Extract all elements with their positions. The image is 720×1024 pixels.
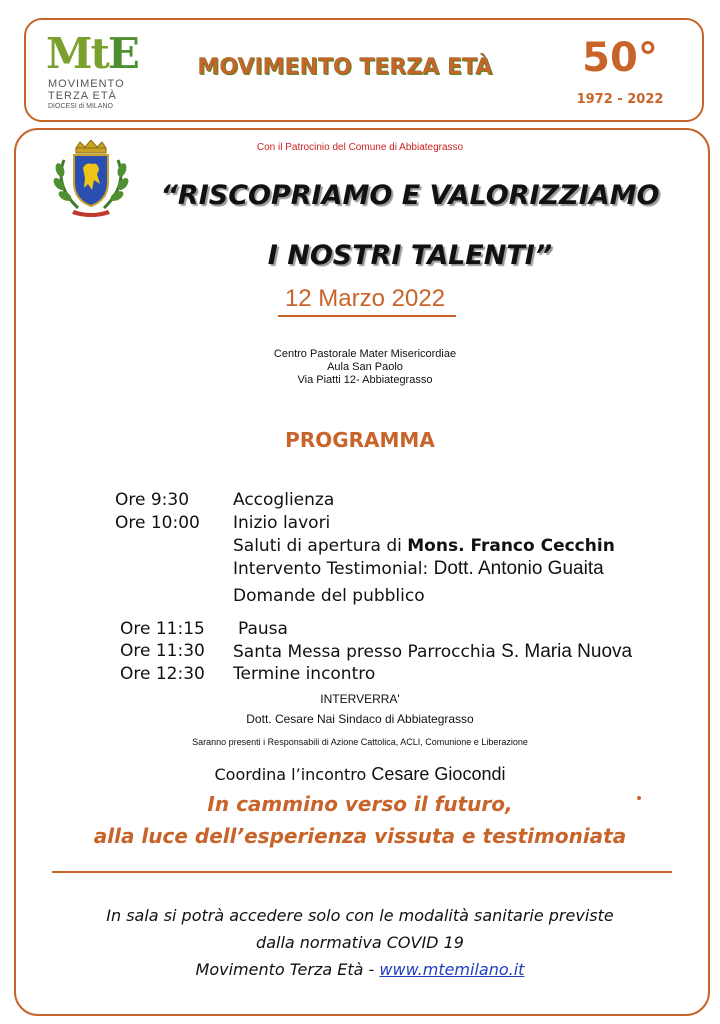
program-text: Santa Messa presso Parrocchia	[233, 642, 502, 662]
logo-line-1: MOVIMENTO	[48, 78, 125, 90]
venue-line-3: Via Piatti 12- Abbiategrasso	[297, 374, 433, 386]
program-time: Ore 9:30	[115, 490, 190, 510]
program-activity: Pausa	[238, 619, 288, 639]
footer-line-2: dalla normativa COVID 19	[256, 933, 464, 952]
motto-line-1: In cammino verso il futuro,	[207, 792, 513, 816]
event-title-line-2: I NOSTRI TALENTI”	[267, 240, 553, 271]
logo-line-3: DIOCESI di MILANO	[48, 103, 113, 110]
footer-line-3	[40, 960, 680, 979]
footer-divider	[52, 871, 672, 873]
program-activity	[233, 536, 615, 556]
coordinator-name: Cesare Giocondi	[371, 764, 506, 784]
patronage-text: Con il Patrocinio del Comune di Abbiategrasso	[256, 142, 464, 153]
testimonial-name: Dott. Antonio Guaita	[433, 558, 604, 579]
coordinator-line	[150, 764, 570, 785]
parish-name: S. Maria Nuova	[501, 641, 633, 662]
footer-org: Movimento Terza Età -	[195, 960, 380, 979]
motto-line-2: alla luce dell’esperienza vissuta e testimoniata	[93, 824, 627, 848]
program-activity: Domande del pubblico	[233, 586, 425, 606]
footer-line-1: In sala si potrà accedere solo con le modalità sanitarie previste	[106, 906, 614, 925]
program-time: Ore 11:15	[120, 619, 205, 639]
website-link[interactable]: www.mtemilano.it	[379, 960, 525, 979]
coordinator-prefix: Coordina l’incontro	[214, 765, 372, 784]
logo-line-2: TERZA ETÀ	[48, 90, 117, 102]
program-text: Intervento Testimonial:	[233, 559, 434, 579]
anniversary-years: 1972 - 2022	[576, 92, 664, 107]
program-time: Ore 11:30	[120, 641, 205, 661]
intervention-label: INTERVERRA'	[320, 692, 400, 706]
venue-line-1: Centro Pastorale Mater Misericordiae	[273, 348, 457, 360]
event-title-line-1: “RISCOPRIAMO E VALORIZZIAMO	[160, 180, 660, 211]
logo-mark: MtE	[46, 29, 138, 78]
venue-line-2: Aula San Paolo	[327, 361, 403, 373]
programma-heading: PROGRAMMA	[285, 428, 435, 452]
attendees-note: Saranno presenti i Responsabili di Azione Cattolica, ACLI, Comunione e Liberazione	[192, 737, 528, 747]
program-time: Ore 10:00	[115, 513, 200, 533]
event-date: 12 Marzo 2022	[284, 285, 446, 312]
mte-logo	[46, 30, 136, 116]
decorative-dot	[637, 796, 641, 800]
program-text: Saluti di apertura di	[233, 536, 408, 556]
program-activity	[233, 641, 632, 663]
program-activity	[233, 558, 604, 580]
org-title-text: MOVIMENTO TERZA ETÀ	[197, 55, 493, 80]
org-title	[160, 55, 530, 80]
date-underline	[278, 315, 456, 317]
speaker-name: Mons. Franco Cecchin	[407, 536, 615, 556]
program-activity: Inizio lavori	[233, 513, 331, 533]
program-activity: Accoglienza	[233, 490, 335, 510]
abbiategrasso-crest-icon	[50, 140, 132, 218]
anniversary-badge: 50°	[582, 35, 658, 81]
program-activity: Termine incontro	[233, 664, 376, 684]
program-time: Ore 12:30	[120, 664, 205, 684]
intervention-person: Dott. Cesare Nai Sindaco di Abbiategrasso	[246, 712, 474, 726]
